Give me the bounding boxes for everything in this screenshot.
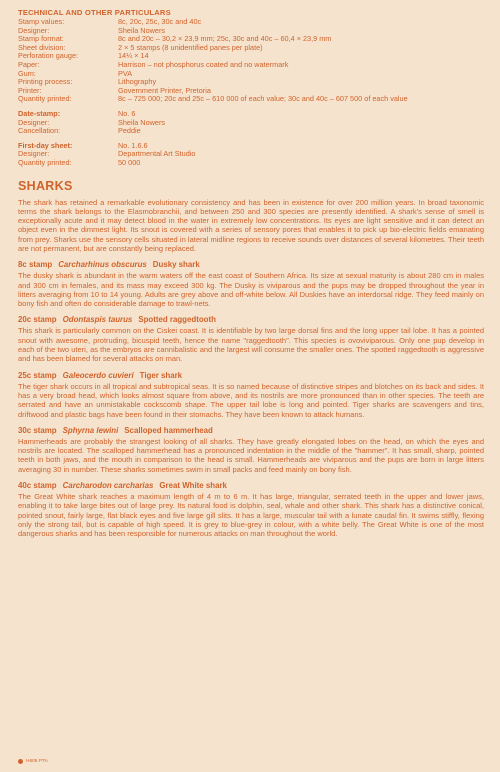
first-day-label: Quantity printed: (18, 157, 72, 167)
first-day-row (18, 159, 195, 168)
technical-title: TECHNICAL AND OTHER PARTICULARS (18, 8, 171, 17)
spec-label: Perforation gauge: (18, 51, 79, 61)
technical-table (18, 18, 408, 104)
datestamp-table (18, 110, 165, 136)
stamp-heading (18, 315, 484, 325)
imprint-text: H605 PTA (26, 759, 48, 764)
spec-value: Lithography (118, 77, 157, 87)
spec-value: 8c, 20c, 25c, 30c and 40c (118, 17, 202, 26)
spec-value: Sheila Nowers (118, 25, 166, 35)
common-name: Tiger shark (139, 370, 183, 380)
scientific-name: Carcharhinus obscurus (58, 260, 147, 270)
sharks-heading: SHARKS (18, 178, 73, 193)
stamp-section (18, 426, 484, 474)
stamp-heading (18, 426, 484, 436)
spec-label: Quantity printed: (18, 94, 72, 104)
datestamp-label: Cancellation: (18, 126, 61, 136)
first-day-table (18, 142, 195, 168)
stamp-value: 20c stamp (18, 315, 57, 325)
stamp-text: Hammerheads are probably the strangest looking of all sharks. They have greatly elongated lobes on the head, on which the eyes and nostrils are located. The scalloped hammerhead has a pronounced indentation in the middle of the "hammer". It has small, sharp, pointed teeth in both jaws, and the mouth in comparison to the head is small. Hammerheads are viviparous and the pups are born in large litters averaging 30 in number. These sharks sometimes swim in small packs and feed mainly on bony fish. (18, 436, 484, 474)
stamp-section (18, 481, 484, 538)
datestamp-particulars (18, 110, 484, 136)
spec-row (18, 95, 408, 104)
stamp-section (18, 371, 484, 419)
stamp-text: The Great White shark reaches a maximum length of 4 m to 6 m. It has large, triangular, serrated teeth in the upper and lower jaws, enabling it to take large bites out of large prey. Its natural food is dolphin, seal, whale and other shark. This shark has a distinctive conical, pointed snout, fairly large, flat black eyes and five large gill slits. It has a large, muscular tail with a lunate caudal fin. It swims stiffly, flexing only the strong tail, but is capable of high speed. It is grey to blue-grey in colour, with a white belly. The Great White is one of the most dangerous sharks and has been responsible for numerous attacks on man throughout the world. (18, 492, 484, 539)
common-name: Great White shark (159, 481, 227, 491)
spec-row (18, 18, 408, 27)
scientific-name: Galeocerdo cuvieri (62, 370, 134, 380)
spec-label: Printer: (18, 85, 42, 95)
stamp-descriptions (18, 260, 484, 538)
stamp-value: 30c stamp (18, 425, 57, 435)
datestamp-row (18, 127, 165, 136)
spec-label: Gum: (18, 68, 36, 78)
common-name: Spotted raggedtooth (138, 315, 216, 325)
spec-value: Government Printer, Pretoria (118, 85, 211, 95)
stamp-value: 40c stamp (18, 481, 57, 491)
stamp-value: 25c stamp (18, 370, 57, 380)
stamp-heading (18, 260, 484, 270)
spec-label: Sheet division: (18, 42, 66, 52)
spec-label: Stamp format: (18, 34, 64, 44)
first-day-label: First-day sheet: (18, 140, 73, 150)
spec-value: 2 × 5 stamps (8 unidentified panes per plate) (118, 42, 263, 52)
stamp-section (18, 315, 484, 363)
spec-value: PVA (118, 68, 133, 78)
first-day-label: Designer: (18, 149, 50, 159)
datestamp-value: No. 6 (118, 108, 136, 118)
spec-value: 8c and 20c – 30,2 × 23,9 mm; 25c, 30c and 40c – 60,4 × 23,9 mm (118, 34, 332, 44)
stamp-section (18, 260, 484, 308)
spec-label: Paper: (18, 59, 40, 69)
datestamp-label: Date-stamp: (18, 108, 61, 118)
stamp-text: This shark is particularly common on the Ciskei coast. It is identifiable by two large dorsal fins and the long upper tail lobe. It has a pointed snout with awesome, protruding, bicuspid teeth, hence the name "raggedtooth". This species is ovoviviparous. Only one pup develop in each of the two uteri, as the embryos are cannibalistic and the largest will consume the smaller ones. The spotted raggedtooth is aggressive and has been blamed for several attacks on man. (18, 326, 484, 364)
spec-row (18, 78, 408, 87)
first-day-value: 50 000 (118, 157, 141, 167)
first-day-value: No. 1.6.6 (118, 140, 148, 150)
scientific-name: Sphyrna lewini (62, 425, 119, 435)
stamp-text: The dusky shark is abundant in the warm waters off the east coast of Southern Africa. Its size at sexual maturity is about 280 cm in males and 300 cm in females, and its mass may exceed 300 kg. The Dusky is viviparous and the pups may be dropped throughout the year in litters averaging from 10 to 14 young. Adults are grey above and off-white below. All Duskies have an interdorsal ridge. They feed mainly on bony fish and often do considerable damage to trawl-nets. (18, 271, 484, 309)
printer-logo-icon (18, 759, 23, 764)
spec-row (18, 61, 408, 70)
spec-value: 14¼ × 14 (118, 51, 149, 61)
stamp-heading (18, 371, 484, 381)
spec-value: 8c – 725 000; 20c and 25c – 610 000 of each value; 30c and 40c – 607 500 of each value (118, 94, 408, 104)
spec-value: Harrison – not phosphorus coated and no watermark (118, 59, 289, 69)
first-day-value: Departmental Art Studio (118, 149, 196, 159)
sharks-intro: The shark has retained a remarkable evolutionary consistency and has been in existence for over 200 million years. In broad taxonomic terms the shark belongs to the Elasmobranchii, and between 250 and 300 species are presently identified. A shark's sense of smell is exceptionally acute and it may detect blood in the water in extremely low concentrations. Its eyes are light sensitive and it can detect an object even in the dimmest light. Its snout is covered with a series of sensory pores that enables it to pick up bio-electric fields emanating from prey. Sharks use the sensory cells situated in lateral midline regions to receive sounds over distances of several kilometres. Their teeth are not permanent, but are constantly being replaced. (18, 197, 484, 253)
scientific-name: Odontaspis taurus (62, 315, 133, 325)
stamp-text: The tiger shark occurs in all tropical and subtropical seas. It is so named because of distinctive stripes and blotches on its back and sides. It has a very broad head, which looks almost square from above, and its nostrils are more pronounced than in other species. The teeth are serrated and have an unmistakable cockscomb shape. The upper tail lobe is long and pointed. Tiger sharks are scavengers and tins, driftwood and plastic bags have been found in their stomachs. They have been known to attack humans. (18, 381, 484, 419)
spec-label: Printing process: (18, 77, 73, 87)
datestamp-value: Sheila Nowers (118, 117, 166, 127)
printer-imprint (18, 759, 48, 764)
datestamp-label: Designer: (18, 117, 50, 127)
datestamp-value: Peddie (118, 126, 141, 136)
technical-particulars (18, 8, 484, 104)
spec-label: Stamp values: (18, 17, 65, 26)
common-name: Dusky shark (152, 260, 200, 270)
scientific-name: Carcharodon carcharias (62, 481, 154, 491)
common-name: Scalloped hammerhead (124, 425, 213, 435)
first-day-particulars (18, 142, 484, 168)
stamp-heading (18, 481, 484, 491)
spec-row (18, 70, 408, 79)
stamp-value: 8c stamp (18, 260, 53, 270)
spec-label: Designer: (18, 25, 50, 35)
